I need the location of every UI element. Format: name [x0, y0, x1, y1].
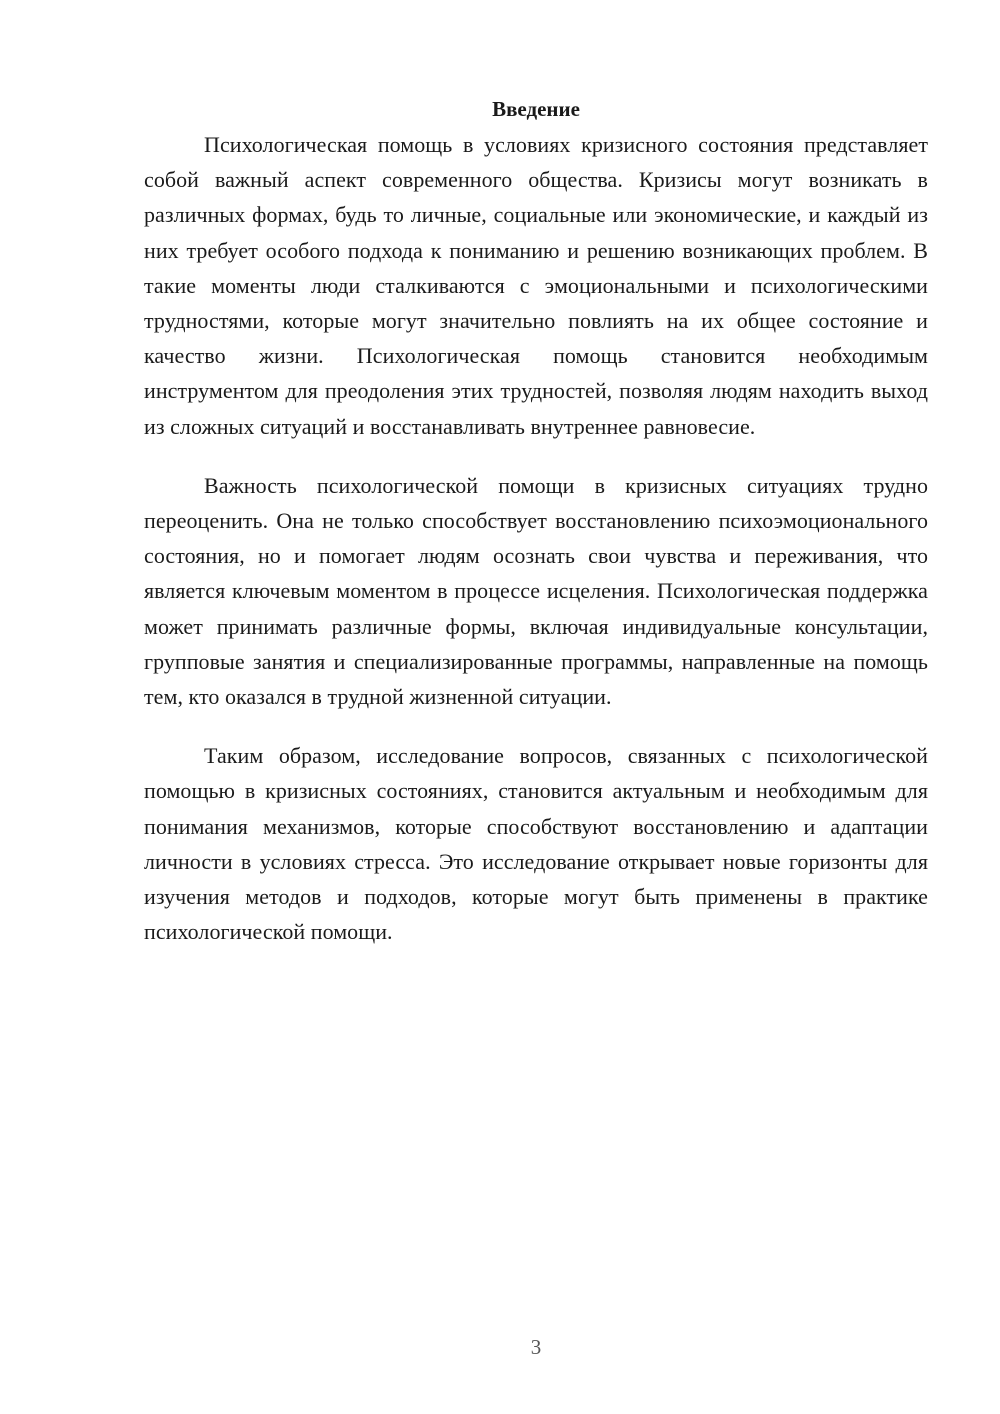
page-number: 3 [530, 1335, 542, 1359]
paragraph-1: Психологическая помощь в условиях кризисного состояния представляет собой важный аспект современного общества. Кризисы могут возникать в различных формах, будь то личные, социальные или экономические, и каждый из них требует особого подхода к пониманию и решению возникающих проблем. В такие моменты люди сталкиваются с эмоциональными и психологическими трудностями, которые могут значительно повлиять на их общее состояние и качество жизни. Психологическая помощь становится необходимым инструментом для преодоления этих трудностей, позволяя людям находить выход из сложных ситуаций и восстанавливать внутреннее равновесие. [144, 132, 928, 439]
paragraph-3: Таким образом, исследование вопросов, связанных с психологической помощью в кризисных состояниях, становится актуальным и необходимым для понимания механизмов, которые способствуют восстановлению и адаптации личности в условиях стресса. Это исследование открывает новые горизонты для изучения методов и подходов, которые могут быть применены в практике психологической помощи. [144, 743, 928, 945]
section-heading: Введение [492, 97, 580, 121]
page-content [144, 92, 928, 949]
paragraph-2: Важность психологической помощи в кризисных ситуациях трудно переоценить. Она не только способствует восстановлению психоэмоционального состояния, но и помогает людям осознать свои чувства и переживания, что является ключевым моментом в процессе исцеления. Психологическая поддержка может принимать различные формы, включая индивидуальные консультации, групповые занятия и специализированные программы, направленные на помощь тем, кто оказался в трудной жизненной ситуации. [144, 472, 928, 710]
